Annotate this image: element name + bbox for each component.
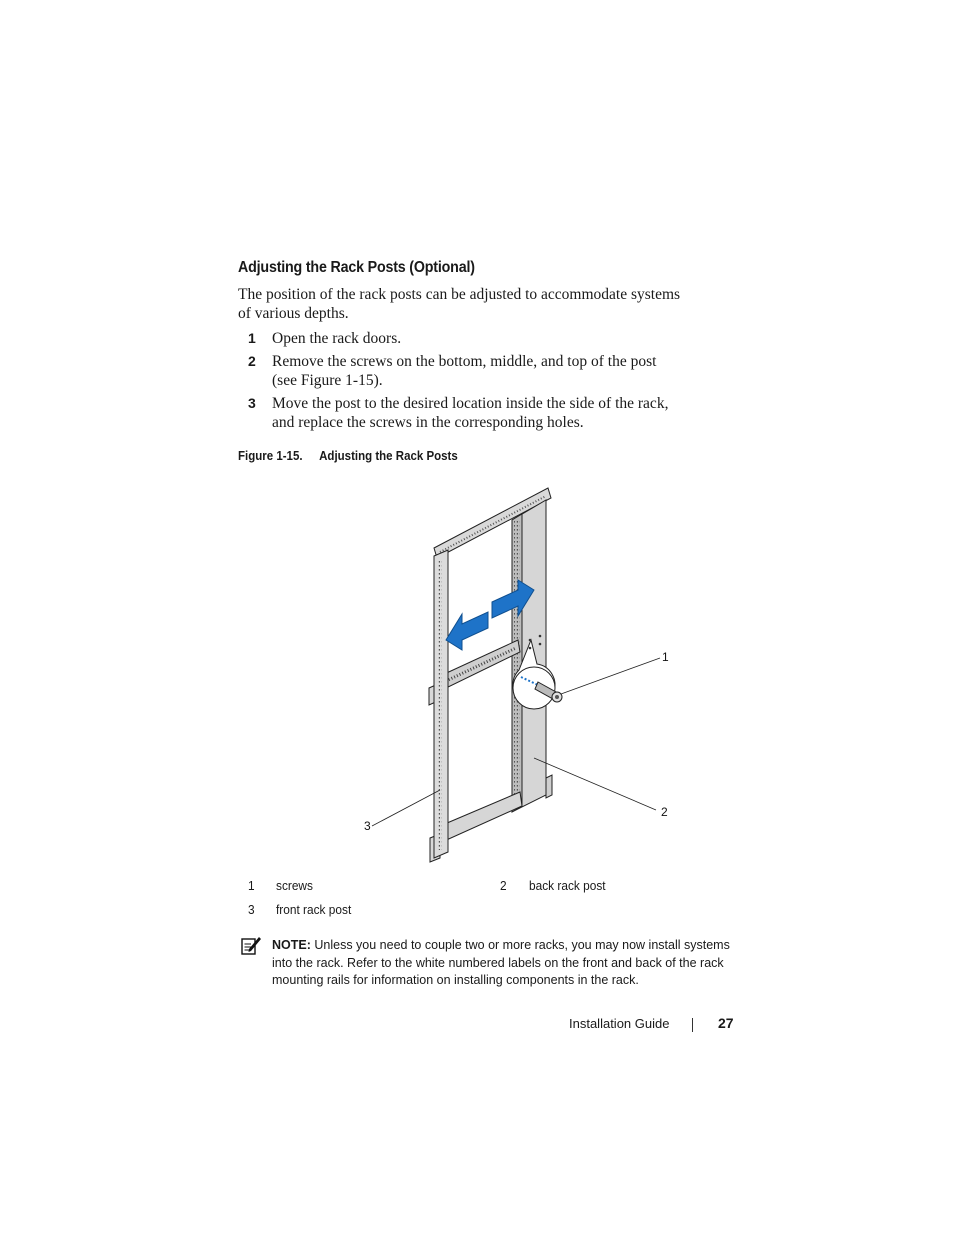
step-text — [272, 329, 692, 348]
figure-caption — [238, 449, 458, 463]
step-text — [272, 352, 692, 390]
callout-3: 3 — [364, 819, 371, 833]
step-text-line-1: Move the post to the desired location inside the side of the rack, — [272, 395, 669, 412]
legend-text-1: screws — [276, 879, 313, 893]
front-rack-post — [434, 550, 448, 858]
callout-leader-1 — [561, 658, 660, 694]
figure-title: Adjusting the Rack Posts — [319, 449, 458, 463]
intro-paragraph — [238, 285, 718, 323]
section-heading: Adjusting the Rack Posts (Optional) — [238, 259, 475, 276]
pencil-note-icon — [240, 934, 262, 956]
footer-separator — [692, 1018, 693, 1032]
legend-num-1: 1 — [248, 879, 255, 893]
note-body: Unless you need to couple two or more racks, you may now install systems into the rack. Refer to the white numbered labels on the front and back of the rack mounting rails for information on installing components in the rack. — [272, 938, 730, 987]
footer-title: Installation Guide — [569, 1016, 670, 1031]
step-number: 2 — [248, 353, 256, 369]
legend-num-3: 3 — [248, 903, 255, 917]
note-label: NOTE: — [272, 938, 311, 952]
step-number: 1 — [248, 330, 256, 346]
intro-line-1: The position of the rack posts can be adjusted to accommodate systems — [238, 286, 681, 303]
callout-leader-3 — [372, 790, 440, 826]
page-number: 27 — [718, 1015, 734, 1031]
step-text — [272, 394, 692, 432]
legend-text-3: front rack post — [276, 903, 352, 917]
note-text — [272, 937, 740, 990]
step-text-line-1: Open the rack doors. — [272, 330, 402, 347]
intro-line-2: of various depths. — [238, 305, 349, 322]
legend-num-2: 2 — [500, 879, 507, 893]
callout-2: 2 — [661, 805, 668, 819]
step-text-line-2: and replace the screws in the corresponding holes. — [272, 414, 584, 431]
figure-label: Figure 1-15. — [238, 449, 303, 463]
callout-1: 1 — [662, 650, 669, 664]
step-number: 3 — [248, 395, 256, 411]
step-text-line-2: (see Figure 1-15). — [272, 372, 383, 389]
rack-post-illustration — [355, 480, 695, 865]
step-text-line-1: Remove the screws on the bottom, middle, and top of the post — [272, 353, 657, 370]
legend-text-2: back rack post — [529, 879, 606, 893]
